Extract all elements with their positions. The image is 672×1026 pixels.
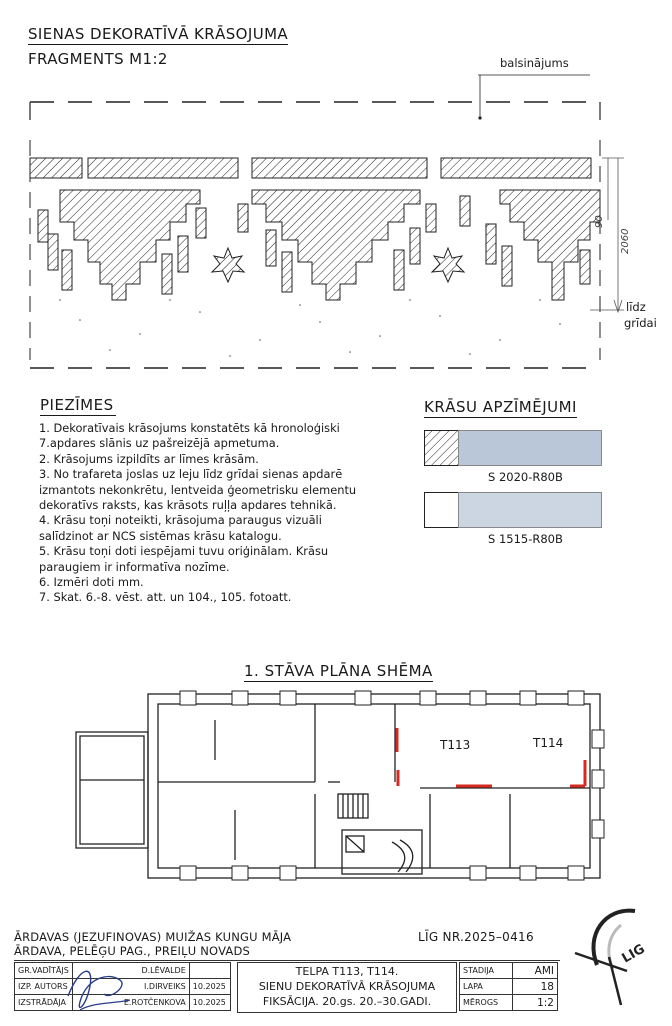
note-line: 2. Krāsojums izpildīts ar līmes krāsām. — [39, 451, 259, 466]
note-line: 7. Skat. 6.-8. vēst. att. un 104., 105. fotoatt. — [39, 590, 292, 605]
frieze-band-segment — [88, 158, 238, 178]
note-line: 6. Izmēri doti mm. — [39, 575, 144, 590]
lapa-value: 18 — [513, 979, 558, 995]
floor-plan — [70, 690, 610, 890]
project-location: ĀRDAVA, PELĒĢU PAG., PREIĻU NOVADS — [14, 944, 251, 958]
roller-texture-dots — [59, 299, 561, 357]
plan-annex — [76, 732, 148, 848]
star-ornament-right — [432, 248, 464, 282]
sheet-title-line1: TELPA T113, T114. — [295, 965, 399, 978]
logo-text: LIG — [619, 941, 648, 967]
notes-list — [39, 421, 399, 606]
legend-swatch-hatched — [424, 430, 602, 466]
frieze-band-segment — [441, 158, 591, 178]
frieze-band-segment — [30, 158, 82, 178]
notes-heading-text: PIEZĪMES — [40, 396, 114, 414]
legend-code-2: S 1515-R80B — [488, 532, 563, 546]
name-cell: D.LĒVALDE — [72, 963, 189, 979]
note-line: 5. Krāsu toņi doti iespējami tuvu oriģinālam. Krāsu — [39, 544, 329, 559]
page-title-text: SIENAS DEKORATĪVĀ KRĀSOJUMA — [28, 25, 289, 43]
sheet-title-line2: SIENU DEKORATĪVĀ KRĀSOJUMA — [258, 980, 436, 993]
ornament-fragment — [0, 0, 672, 380]
stadija-value: AMI — [513, 963, 558, 979]
star-ornament-left — [212, 248, 244, 282]
note-line: 4. Krāsu toņi noteikti, krāsojuma paraugus vizuāli — [39, 513, 322, 528]
page-subtitle: FRAGMENTS M1:2 — [28, 50, 168, 68]
note-line: paraugiem ir informatīva nozīme. — [39, 559, 230, 574]
balsinajums-label: balsinājums — [500, 56, 569, 70]
note-line: salīdzinot ar NCS sistēmas krāsu katalogu. — [39, 528, 282, 543]
role-cell: GR.VADĪTĀJS — [15, 963, 73, 979]
note-line: dekoratīvs raksts, kas krāsots ruļļa apdares tehnikā. — [39, 498, 337, 513]
room-label-t113: T113 — [440, 738, 471, 752]
name-cell: E.ROTČENKOVA — [72, 995, 189, 1011]
legend-heading — [424, 398, 577, 418]
project-number: LĪG NR.2025–0416 — [418, 930, 534, 944]
note-line: 3. No trafareta joslas uz leju līdz grīdai sienas apdarē — [39, 467, 343, 482]
merogs-value: 1:2 — [513, 995, 558, 1011]
lapa-label: LAPA — [460, 979, 513, 995]
legend-heading-text: KRĀSU APZĪMĒJUMI — [424, 398, 577, 416]
note-line: izmantots nekonkrētu, lentveida ģeometrisku elementu — [39, 482, 357, 497]
merogs-label: MĒROGS — [460, 995, 513, 1011]
date-cell: 10.2025 — [189, 979, 230, 995]
date-cell — [189, 963, 230, 979]
signature-scribble — [60, 956, 140, 1020]
lig-logo — [565, 905, 665, 1020]
label-leader-dot — [478, 116, 481, 119]
floor-label-line2: grīdai — [624, 316, 657, 330]
plan-heading — [244, 662, 433, 682]
sheet-title-line3: FIKSĀCIJA. 20.gs. 20.–30.GADI. — [262, 995, 432, 1008]
date-cell: 10.2025 — [189, 995, 230, 1011]
name-cell: I.DIRVEIKS — [72, 979, 189, 995]
legend-code-1: S 2020-R80B — [488, 470, 563, 484]
role-cell: IZSTRĀDĀJA — [15, 995, 73, 1011]
legend-swatch-plain — [424, 492, 602, 528]
room-label-t114: T114 — [533, 736, 564, 750]
project-name: ĀRDAVAS (JEZUFINOVAS) MUIŽAS KUNGU MĀJA — [14, 930, 292, 944]
plan-main-body — [148, 694, 600, 878]
sheet-info-table — [459, 962, 558, 1011]
plan-heading-text: 1. STĀVA PLĀNA SHĒMA — [244, 662, 433, 680]
note-line: 7.apdares slānis uz pašreizējā apmetuma. — [39, 436, 280, 451]
sheet-title-box — [237, 962, 457, 1013]
role-cell: IZP. AUTORS — [15, 979, 73, 995]
stadija-label: STADIJA — [460, 963, 513, 979]
notes-heading — [40, 396, 116, 416]
frieze-band-segment — [252, 158, 427, 178]
dimension-large-label: 2060 — [620, 228, 631, 254]
note-line: 1. Dekoratīvais krāsojums konstatēts kā hronoloģiski — [39, 421, 340, 435]
dimension-small-label: 90 — [594, 215, 605, 228]
floor-label-line1: līdz — [626, 300, 646, 314]
